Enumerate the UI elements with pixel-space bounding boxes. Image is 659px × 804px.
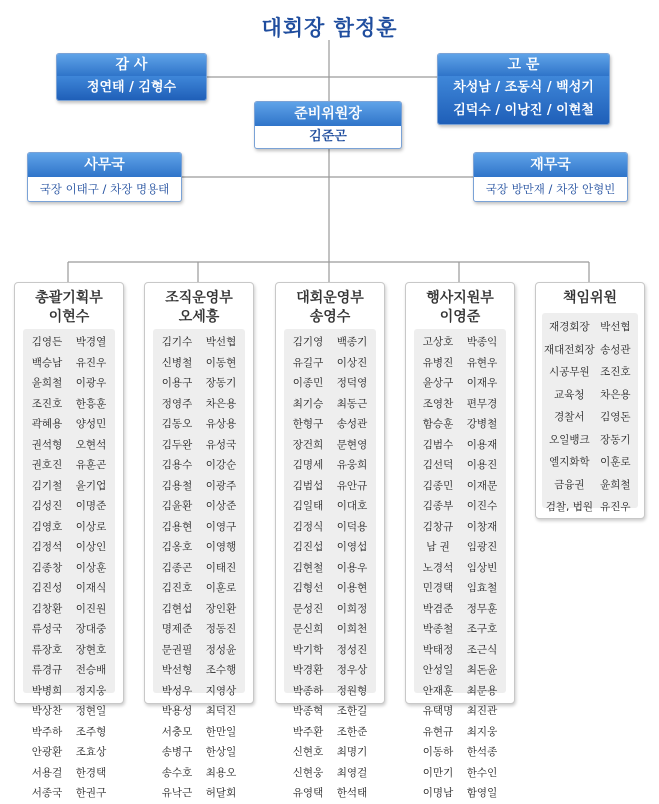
member-name: 송병구: [161, 746, 193, 758]
member-name: 문신희: [292, 623, 324, 635]
member-name: 유택명: [422, 705, 454, 717]
member-name: 윤희철: [31, 377, 63, 389]
department-name: 총괄기획부: [35, 290, 103, 306]
member-name: 최진관: [466, 705, 498, 717]
member-name: 문성진: [292, 602, 324, 615]
member-name: 김영호: [31, 520, 63, 533]
department-head: 이현수: [48, 309, 90, 325]
department-name: 대회운영부: [296, 290, 364, 306]
member-name: 안성일: [422, 664, 454, 676]
secretariat-members: 국장 이태구 / 차장 명용태: [39, 182, 170, 196]
member-name: 백승남: [31, 356, 63, 369]
member-name: 김종곤: [161, 561, 193, 574]
audit-box: [56, 53, 207, 101]
member-name: 유길구: [292, 356, 324, 369]
responsible-title: 책임위원: [562, 290, 618, 306]
member-name: 차은용: [205, 397, 237, 410]
member-name: 신병철: [161, 356, 193, 369]
member-name: 허달회: [205, 787, 237, 799]
audit-members: 정연태 / 김형수: [57, 76, 206, 100]
member-name: 김진호: [161, 582, 193, 594]
member-name: 류경규: [31, 664, 63, 676]
member-name: 함승훈: [422, 418, 454, 430]
member-name: 최덕진: [205, 705, 237, 717]
member-name: 이재우: [466, 377, 498, 389]
member-list: [153, 329, 245, 804]
member-name: 박용성: [161, 705, 193, 717]
member-name: 김성진: [31, 500, 63, 512]
member-name: 고상호: [422, 336, 454, 348]
member-name: 재대전회장: [544, 343, 595, 356]
member-name: 이종민: [292, 377, 324, 389]
member-name: 박주환: [292, 725, 324, 738]
member-name: 최돈윤: [466, 664, 498, 676]
member-name: 김창환: [31, 602, 63, 615]
member-list: [414, 329, 506, 804]
member-name: 송성관: [600, 343, 631, 356]
member-name: 차은용: [600, 388, 631, 401]
member-name: 경찰서: [554, 411, 585, 423]
department-name: 행사지원부: [426, 290, 494, 306]
member-name: 이상준: [205, 500, 237, 512]
member-name: 이명남: [422, 787, 454, 799]
member-name: 시공무원: [549, 366, 590, 378]
member-name: 김영든: [31, 336, 63, 348]
member-name: 박성우: [161, 684, 193, 697]
member-name: 권석형: [31, 438, 63, 451]
member-name: 박종혁: [292, 705, 324, 717]
member-name: 조한길: [336, 705, 368, 717]
member-name: 이만기: [422, 766, 454, 779]
member-name: 정성진: [336, 643, 368, 656]
member-name: 백종기: [336, 336, 368, 348]
member-name: 이태진: [205, 561, 237, 574]
member-name: 한수인: [466, 766, 498, 779]
advisors-line-1: 차성남 / 조동식 / 백성기: [453, 80, 594, 95]
member-name: 박주하: [31, 725, 63, 738]
member-name: 김진섭: [292, 541, 324, 553]
member-name: 최지웅: [466, 725, 498, 738]
member-name: 박종익: [466, 336, 498, 348]
prep-committee-box: [254, 101, 402, 149]
member-name: 전승배: [75, 664, 107, 676]
member-name: 조구호: [466, 623, 498, 635]
member-name: 서종국: [31, 787, 63, 799]
member-name: 최동근: [336, 397, 368, 410]
member-name: 김옹호: [161, 541, 193, 553]
member-name: 이진수: [466, 500, 498, 512]
audit-title: 감 사: [57, 54, 206, 76]
department-event-support: [405, 282, 515, 799]
member-name: 유상용: [205, 418, 237, 430]
member-name: 신현호: [292, 746, 324, 758]
department-operations: [275, 282, 385, 799]
finance-title: 재무국: [474, 153, 627, 177]
advisors-box: [437, 53, 610, 125]
member-name: 정원형: [336, 684, 368, 697]
member-name: 김범수: [422, 438, 454, 451]
member-name: 박병희: [31, 684, 63, 697]
member-name: 곽혜용: [31, 418, 63, 430]
member-name: 김용현: [161, 520, 193, 533]
finance-box: [473, 152, 628, 202]
member-name: 이동현: [205, 356, 237, 369]
member-name: 이훈로: [600, 456, 631, 468]
member-name: 한흥훈: [75, 397, 107, 410]
member-name: 이재식: [75, 582, 107, 594]
member-name: 장대중: [75, 623, 107, 635]
member-name: 유현규: [422, 725, 454, 738]
member-name: 조한준: [336, 725, 368, 738]
member-name: 이광주: [205, 479, 237, 492]
member-name: 이용구: [161, 377, 193, 389]
member-name: 이덕용: [336, 520, 368, 533]
member-name: 윤희철: [600, 478, 631, 491]
department-head: 이영준: [439, 309, 481, 325]
member-name: 임효철: [466, 582, 498, 594]
member-name: 유낙근: [161, 787, 193, 799]
member-name: 최용오: [205, 766, 237, 779]
member-name: 금융권: [554, 478, 585, 491]
member-name: 송수호: [161, 766, 193, 779]
member-name: 정성윤: [205, 643, 237, 656]
member-name: 김형선: [292, 582, 324, 594]
member-name: 이희정: [336, 602, 368, 615]
member-name: 임광진: [466, 541, 498, 553]
member-name: 신현웅: [292, 766, 324, 779]
member-name: 이명준: [75, 500, 107, 512]
prep-title: 준비위원장: [255, 102, 401, 126]
member-name: 유성국: [205, 438, 237, 451]
member-name: 이대호: [336, 500, 368, 512]
member-name: 이상인: [75, 541, 107, 553]
member-name: 김정석: [31, 541, 63, 553]
member-name: 이광우: [75, 377, 107, 389]
member-name: 박태정: [422, 643, 454, 656]
member-name: 이상훈: [75, 561, 107, 574]
member-name: 지영상: [205, 684, 237, 697]
member-name: 김용수: [161, 459, 193, 471]
member-name: 한석태: [336, 787, 368, 799]
member-name: 유현우: [466, 356, 498, 369]
member-name: 박선협: [600, 321, 631, 333]
member-name: 안광환: [31, 746, 63, 758]
member-name: 유안규: [336, 479, 368, 492]
responsible-committee: [535, 282, 645, 519]
member-name: 김영돈: [600, 411, 631, 423]
department-head: 오세흥: [178, 309, 220, 325]
member-name: 김기영: [292, 336, 324, 348]
member-name: 조근식: [466, 643, 498, 656]
member-name: 조진호: [31, 397, 63, 410]
member-name: 유진우: [600, 501, 631, 513]
member-name: 양성민: [75, 418, 107, 430]
member-name: 김기철: [31, 479, 63, 492]
member-name: 박경환: [292, 664, 324, 676]
member-list: [284, 329, 376, 804]
member-name: 한상일: [205, 746, 237, 758]
member-name: 문권필: [161, 643, 193, 656]
member-name: 박선협: [205, 336, 237, 348]
member-name: 이용진: [466, 459, 498, 471]
member-name: 오일뱅크: [549, 433, 590, 446]
page-title: 대회장 함정훈: [261, 16, 398, 40]
member-name: 이용재: [466, 438, 498, 451]
member-name: 정덕영: [336, 377, 368, 389]
member-name: 이창재: [466, 520, 498, 533]
member-name: 이진원: [75, 602, 107, 615]
member-name: 교육청: [554, 388, 585, 401]
member-name: 유병진: [422, 356, 454, 369]
member-list: [23, 329, 115, 804]
member-name: 이영구: [205, 520, 237, 533]
member-name: 김범섭: [292, 479, 324, 492]
member-name: 한권구: [75, 787, 107, 799]
member-name: 박선형: [161, 664, 193, 676]
member-name: 조영찬: [422, 397, 454, 410]
member-name: 이희천: [336, 623, 368, 635]
member-name: 정우상: [336, 664, 368, 676]
member-name: 노경석: [422, 561, 454, 574]
member-name: 김현섭: [161, 602, 193, 615]
member-name: 김선덕: [422, 459, 454, 471]
member-name: 조진호: [600, 366, 631, 378]
member-name: 최영걸: [336, 766, 368, 779]
member-name: 박겸준: [422, 602, 454, 615]
member-name: 송성관: [336, 418, 368, 430]
member-name: 이영섭: [336, 541, 368, 553]
member-name: 재경회장: [549, 321, 590, 333]
member-name: 김진성: [31, 582, 63, 594]
secretariat-box: [27, 152, 182, 202]
member-name: 임상빈: [466, 561, 498, 574]
member-name: 김용철: [161, 479, 193, 492]
member-name: 정지웅: [75, 684, 107, 697]
member-name: 한석종: [466, 746, 498, 758]
member-name: 검찰, 법원: [545, 501, 593, 513]
advisors-line-2: 김덕수 / 이낭진 / 이현철: [453, 103, 594, 118]
member-name: 최문용: [466, 684, 498, 697]
member-name: 박기학: [292, 643, 324, 656]
member-name: 권호진: [31, 459, 63, 471]
member-name: 민경택: [422, 582, 454, 594]
secretariat-title: 사무국: [28, 153, 181, 177]
member-name: 김창규: [422, 520, 454, 533]
member-name: 오현석: [75, 438, 107, 451]
member-name: 김두완: [161, 438, 193, 451]
department-organization: [144, 282, 254, 799]
member-name: 정무훈: [466, 602, 498, 615]
member-name: 최명기: [336, 746, 368, 758]
member-name: 김동오: [161, 418, 193, 430]
member-name: 장동기: [600, 433, 631, 446]
member-name: 김종부: [422, 500, 454, 512]
department-head: 송영수: [309, 309, 351, 325]
member-list: [542, 313, 638, 519]
member-name: 김현철: [292, 561, 324, 574]
member-name: 이영행: [205, 541, 237, 553]
member-name: 한형구: [292, 418, 324, 430]
member-name: 김윤환: [161, 500, 193, 512]
member-name: 한만일: [205, 725, 237, 738]
member-name: 류성국: [31, 623, 63, 635]
member-name: 이재문: [466, 479, 498, 492]
member-name: 남 권: [426, 541, 450, 553]
member-name: 김정식: [292, 520, 324, 533]
member-name: 이상진: [336, 356, 368, 369]
member-name: 유영택: [292, 787, 324, 799]
member-name: 김일태: [292, 500, 324, 512]
member-name: 안재훈: [422, 684, 454, 697]
member-name: 이용우: [336, 561, 368, 574]
member-name: 박상찬: [31, 705, 63, 717]
member-name: 류장호: [31, 643, 63, 656]
member-name: 유진우: [75, 356, 107, 369]
member-name: 명제준: [161, 623, 193, 635]
member-name: 김종창: [31, 561, 63, 574]
member-name: 조수행: [205, 664, 237, 676]
member-name: 함영일: [466, 787, 498, 799]
member-name: 정영주: [161, 397, 193, 410]
member-name: 박경열: [75, 336, 107, 348]
member-name: 강병철: [466, 418, 498, 430]
member-name: 유웅희: [336, 459, 368, 471]
member-name: 이동하: [422, 746, 454, 758]
member-name: 조주형: [75, 725, 107, 738]
member-name: 정현일: [75, 705, 107, 717]
member-name: 정동진: [205, 623, 237, 635]
member-name: 서충모: [161, 725, 193, 738]
member-name: 이훈로: [205, 582, 237, 594]
member-name: 김종민: [422, 479, 454, 492]
member-name: 장현호: [75, 643, 107, 656]
member-name: 윤상구: [422, 377, 454, 389]
member-name: 윤기업: [75, 479, 107, 492]
member-name: 장건희: [292, 438, 324, 451]
prep-name: 김준곤: [309, 129, 347, 144]
member-name: 유훈곤: [75, 459, 107, 471]
advisors-title: 고 문: [438, 54, 609, 76]
member-name: 한경택: [75, 766, 107, 779]
member-name: 편무경: [466, 397, 498, 410]
member-name: 서용걸: [31, 766, 63, 779]
member-name: 이용현: [336, 582, 368, 594]
member-name: 엘지화학: [549, 456, 590, 468]
member-name: 박종하: [292, 684, 324, 697]
finance-members: 국장 방만재 / 차장 안형빈: [485, 182, 616, 196]
member-name: 장인환: [205, 602, 237, 615]
member-name: 김기수: [161, 336, 193, 348]
member-name: 박종철: [422, 623, 454, 635]
member-name: 김명세: [292, 459, 324, 471]
member-name: 이강순: [205, 459, 237, 471]
member-name: 문현영: [336, 438, 368, 451]
member-name: 이상로: [75, 520, 107, 533]
department-planning: [14, 282, 124, 799]
member-name: 조효상: [75, 746, 107, 758]
department-name: 조직운영부: [165, 290, 233, 306]
member-name: 장동기: [205, 377, 237, 389]
member-name: 최기승: [292, 397, 324, 410]
